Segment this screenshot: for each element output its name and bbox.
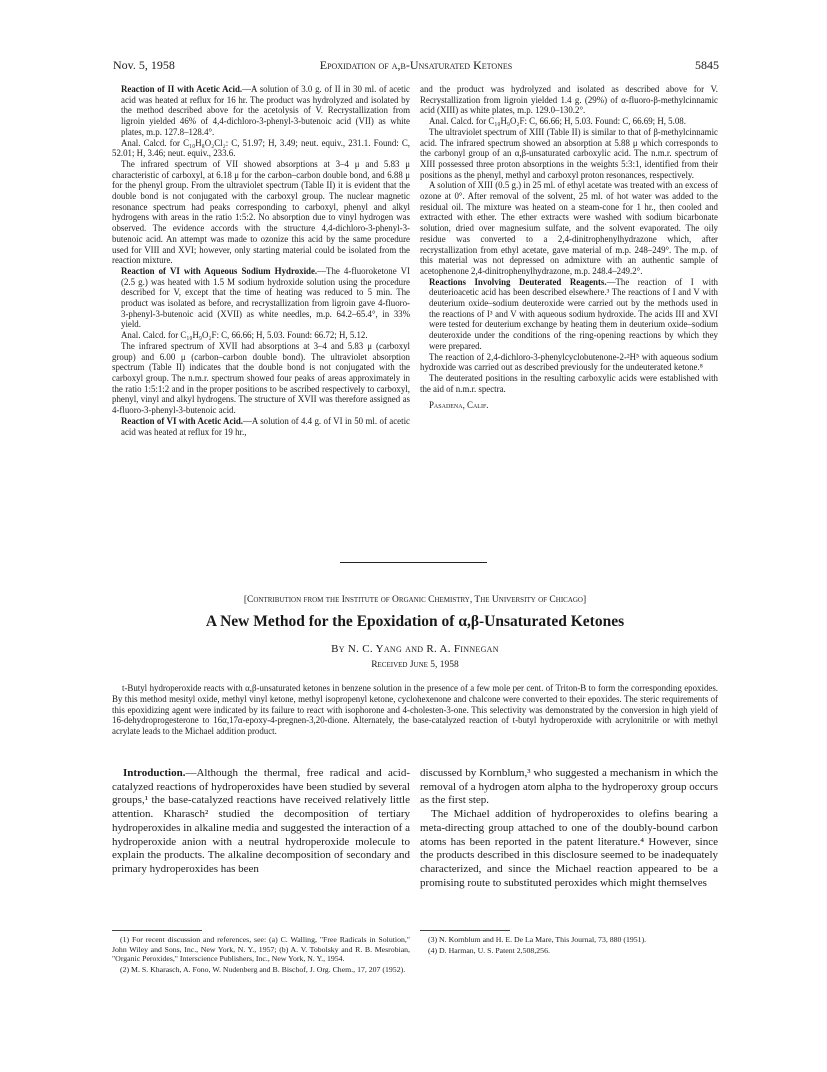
paragraph-text: The Michael addition of hydroperoxides to olefins bearing a meta-directing group attached to one of the doubly-bound carbon atoms has been reported in the patent literature.⁴ However, since the products described in this disclosure seemed to be inadequately characterized, and since the Michael reaction appeared to be a promising route to substituted peroxides which might themselves (420, 808, 718, 889)
abstract-text: t-Butyl hydroperoxide reacts with α,β-unsaturated ketones in benzene solution in the presence of a few mole per cent. of Triton-B to form the corresponding epoxides. By this method mesityl oxide, methyl vinyl ketone, methyl isopropenyl ketone, cyclohexenone and chalcone were converted to their epoxides. The steric requirements of this epoxidizing agent were indicated by its failure to react with isophorone and 4-cholesten-3-one. This selectivity was demonstrated by the conversion in high yield of 16-dehydroprogesterone to 16α,17α-epoxy-4-pregnen-3,20-dione. Alternately, the base-catalyzed reaction of t-butyl hydroperoxide with acrylonitrile or with methyl acrylate leads to the Michael addition product. (112, 683, 718, 737)
experimental-column-right (420, 84, 718, 411)
introduction-column-left (112, 767, 410, 877)
paragraph (420, 127, 718, 181)
footnote: (2) M. S. Kharasch, A. Fono, W. Nudenberg and B. Bischof, J. Org. Chem., 17, 207 (1952). (120, 964, 406, 974)
footnote: (4) D. Harman, U. S. Patent 2,508,256. (428, 945, 550, 955)
place-line: Pasadena, Calif. (429, 400, 489, 411)
running-head-title: Epoxidation of α,β-Unsaturated Ketones (319, 58, 513, 72)
footnotes-right (420, 935, 718, 956)
paragraph-text: Anal. Calcd. for C₁₀H₈O₂Cl₂: C, 51.97; H, 3.49; neut. equiv., 231.1. Found: C, 52.01; H, 3.46; neut. equiv., 233.6. (112, 137, 410, 159)
section-lead: Reaction of VI with Acetic Acid. (121, 415, 244, 426)
introduction-column-right (420, 767, 718, 890)
paragraph (112, 341, 410, 416)
paragraph (112, 159, 410, 266)
section-lead: Reaction of II with Acetic Acid. (121, 84, 243, 94)
paragraph (112, 84, 410, 138)
paragraph-text: discussed by Kornblum,³ who suggested a mechanism in which the removal of a hydrogen atom alpha to the hydroperoxy group occurs as the first step. (420, 767, 718, 807)
paragraph (112, 416, 410, 437)
running-head (113, 58, 719, 72)
paragraph (420, 352, 718, 373)
article-title: A New Method for the Epoxidation of α,β-Unsaturated Ketones (205, 613, 625, 630)
paragraph-text: —Although the thermal, free radical and acid-catalyzed reactions of hydroperoxides have been studied by several groups,¹ the base-catalyzed reactions have received relatively little attention. Kharasch² studied the decomposition of tertiary hydroperoxides in alkaline media and suggested the interaction of a hydroperoxide anion with a neutral hydroperoxide molecule to explain the products. The alkaline decomposition of secondary and primary hydroperoxides has been (112, 767, 410, 875)
paragraph (112, 266, 410, 330)
footnote-rule (112, 930, 202, 931)
paragraph-text: A solution of XIII (0.5 g.) in 25 ml. of ethyl acetate was treated with an excess of ozone at 0°. After removal of the solvent, 25 ml. of hot water was added to the residual oil. The mixture was heated on a steam-cone for 1 hr., then cooled and extracted with ether. The ether extracts were washed with sodium bicarbonate solution, dried over magnesium sulfate, and the solvent evaporated. The oily residue was converted to a 2,4-dinitrophenylhydrazone which, after recrystallization from ethyl acetate, gave material of m.p. 248–249°. The m.p. of this material was not depressed on admixture with an authentic sample of acetophenone 2,4-dinitrophenylhydrazone, m.p. 248.4–249.2°. (420, 180, 718, 276)
paragraph-text: The ultraviolet spectrum of XIII (Table II) is similar to that of β-methylcinnamic acid. The infrared spectrum showed an absorption at 5.88 μ which corresponds to the carbonyl group of an α,β-unsaturated carboxylic acid. The n.m.r. spectrum of XIII possessed three proton absorptions in the weights 5:3:1, identified from their positions as the phenyl, methyl and carboxyl proton resonances, respectively. (420, 126, 718, 180)
paragraph (420, 373, 718, 394)
paragraph (112, 330, 410, 341)
page-number: 5845 (695, 58, 719, 72)
running-head-date: Nov. 5, 1958 (113, 58, 175, 72)
section-lead: Reactions Involving Deuterated Reagents. (429, 276, 607, 287)
section-lead: Introduction. (123, 767, 186, 779)
paragraph-text: —A solution of 4.4 g. of VI in 50 ml. of acetic acid was heated at reflux for 19 hr., (121, 415, 410, 437)
paragraph (420, 767, 718, 808)
paragraph (420, 84, 718, 116)
section-divider (340, 562, 487, 563)
paragraph-text: The infrared spectrum of VII showed absorptions at 3–4 μ and 5.83 μ characteristic of carboxyl, at 6.18 μ for the carbon–carbon double bond, and 6.88 μ for the phenyl group. From the ultraviolet spectrum (Table II) it is evident that the double bond is not conjugated with the carboxyl group. The nuclear magnetic resonance spectrum had peaks corresponding to carboxyl, phenyl and alkyl hydrogens with areas in the ratio 1:5:2. No absorption due to vinyl hydrogen was observed. The evidence accords with the structure 4,4-dichloro-3-phenyl-3-butenoic acid. An attempt was made to ozonize this acid by the same procedure used for VIII and XVI; however, only starting material could be isolated from the reaction mixture. (112, 158, 410, 266)
paragraph (112, 767, 410, 877)
paragraph-text: The infrared spectrum of XVII had absorptions at 3–4 and 5.83 μ (carboxyl group) and 6.00 μ (carbon–carbon double bond). The ultraviolet absorption spectrum (Table II) indicates that the double bond is not conjugated with the carboxyl group. The n.m.r. spectrum showed four peaks of areas approximately in the ratio 1:5:1:2 and in the proper positions to be ascribed respectively to carboxyl, phenyl, vinyl and alkyl hydrogens. The structure of XVII was therefore assigned as 4-fluoro-3-phenyl-3-butenoic acid. (112, 340, 410, 416)
abstract (112, 683, 718, 737)
footnote-rule (420, 930, 510, 931)
paragraph-text: The deuterated positions in the resulting carboxylic acids were established with the aid of n.m.r. spectra. (420, 372, 718, 394)
paragraph (420, 116, 718, 127)
paragraph-text: —A solution of 3.0 g. of II in 30 ml. of acetic acid was heated at reflux for 16 hr. The product was hydrolyzed and isolated by the method described above for the acetolysis of V. Recrystallization from ligroin yielded 46% of 4,4-dichloro-3-phenyl-3-butenoic acid (VII) as white plates, m.p. 127.8–128.4°. (121, 84, 410, 137)
section-lead: Reaction of VI with Aqueous Sodium Hydroxide. (121, 265, 318, 276)
paragraph (420, 180, 718, 276)
received-date: Received June 5, 1958 (371, 660, 459, 670)
paragraph-text: Anal. Calcd. for C₁₀H₉O₂F: C, 66.66; H, 5.03. Found: C, 66.69; H, 5.08. (429, 116, 686, 127)
experimental-column-left (112, 84, 410, 437)
contribution-line: [Contribution from the Institute of Organic Chemistry, The University of Chicago] (243, 595, 587, 605)
paragraph-text: —The reaction of I with deuterioacetic acid has been described elsewhere.³ The reactions of I and V with deuterium oxide–sodium deuteroxide were carried out by the methods used in the reactions of I³ and V with aqueous sodium hydroxide. The acids III and XVI were tested for deuterium exchange by heating them in deuterium oxide–sodium deuteroxide under the conditions of the ring-opening reactions by which they were prepared. (429, 276, 718, 351)
paragraph (420, 808, 718, 890)
footnotes-left (112, 935, 410, 975)
paragraph (420, 277, 718, 352)
paragraph-text: —The 4-fluoroketone VI (2.5 g.) was heated with 1.5 M sodium hydroxide solution using the procedure described for V, except that the time of heating was reduced to 5 min. The product was isolated as before, and recrystallization from ligroin gave 4-fluoro-3-phenyl-3-butenoic acid (XVII) as white needles, m.p. 64.2–65.4°, in 33% yield. (121, 265, 410, 330)
paragraph-text: The reaction of 2,4-dichloro-3-phenylcyclobutenone-2-²H⁵ with aqueous sodium hydroxide was carried out as described previously for the undeuterated ketone.⁸ (420, 351, 718, 373)
footnote: (3) N. Kornblum and H. E. De La Mare, This Journal, 73, 880 (1951). (428, 935, 647, 944)
byline: By N. C. Yang and R. A. Finnegan (331, 643, 499, 655)
footnote: (1) For recent discussion and references, see: (a) C. Walling, "Free Radicals in Solution," John Wiley and Sons, Inc., New York, N. Y., 1957; (b) A. V. Tobolsky and R. B. Mesrobian, "Organic Peroxides," Interscience Publishers, Inc., New York, N. Y., 1954. (112, 935, 410, 964)
paragraph-text: and the product was hydrolyzed and isolated as described above for V. Recrystallization from ligroin yielded 1.4 g. (29%) of α-fluoro-β-methylcinnamic acid (XIII) as white plates, m.p. 129.0–130.2°. (420, 84, 718, 116)
paragraph (112, 138, 410, 159)
paragraph-text: Anal. Calcd. for C₁₀H₉O₂F: C, 66.66; H, 5.03. Found: 66.72; H, 5.12. (121, 330, 368, 341)
